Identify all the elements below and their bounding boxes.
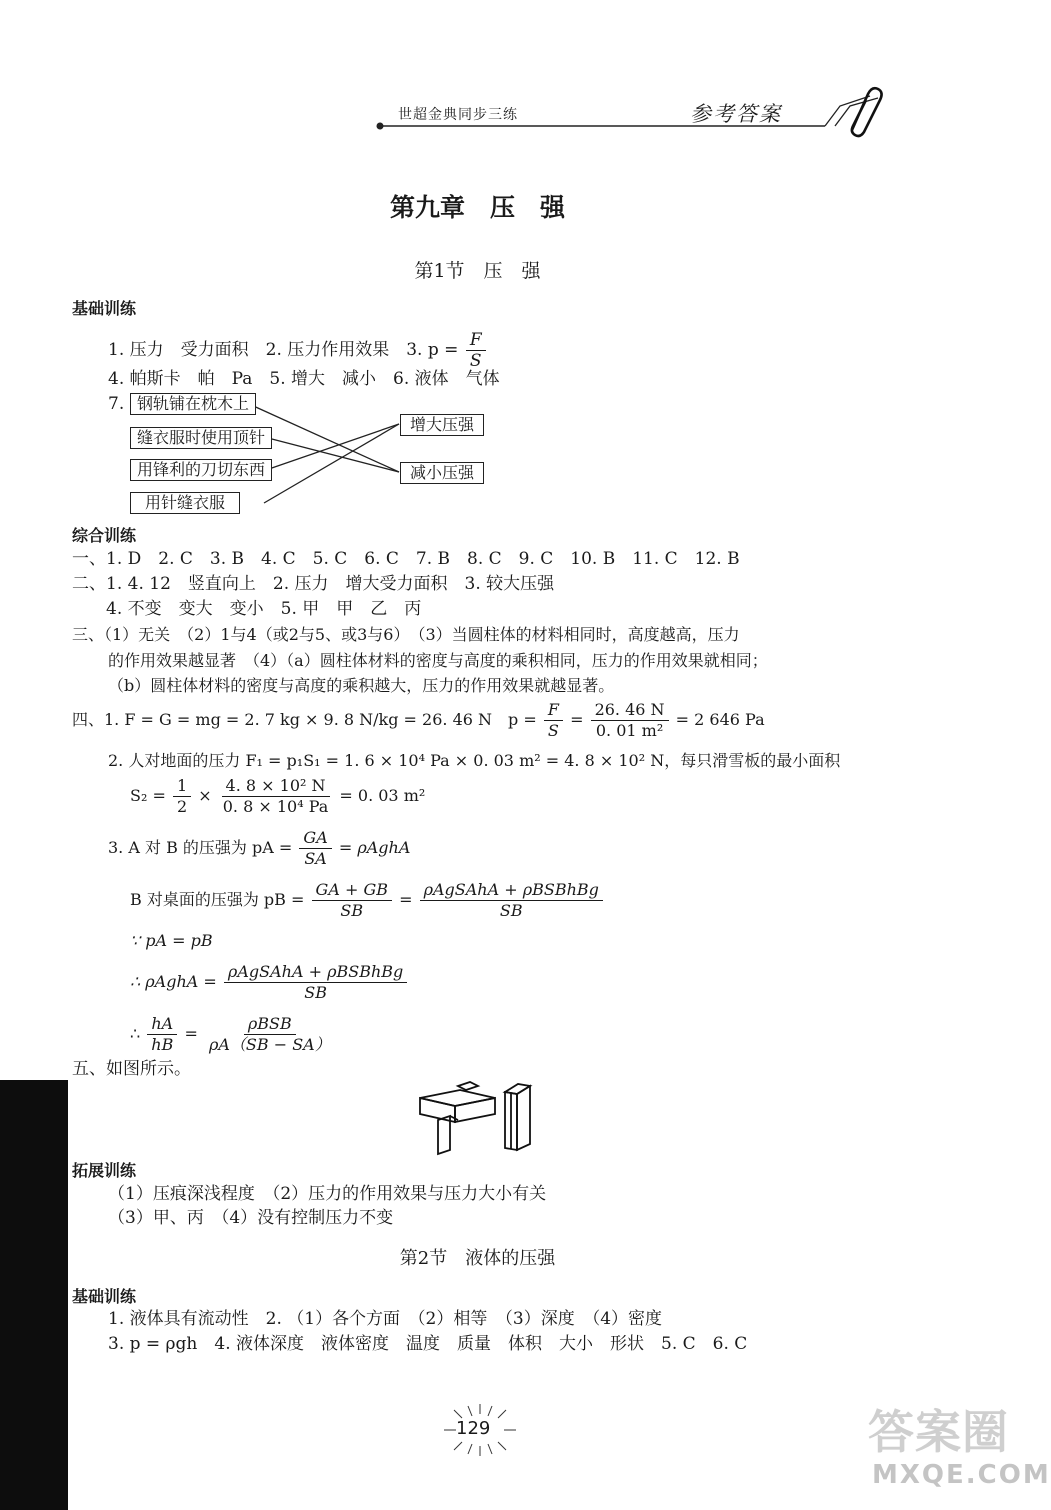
- q4-3-line-4: [130, 962, 409, 1003]
- section2-basic-line-1: 1. 液体具有流动性 2. （1）各个方面 （2）相等 （3）深度 （4）密度: [108, 1309, 663, 1329]
- extension-training-heading: 拓展训练: [72, 1161, 137, 1180]
- basic-line1-text: 1. 压力 受力面积 2. 压力作用效果 3. p =: [108, 340, 459, 360]
- answer-key-badge: 参考答案: [690, 102, 782, 126]
- q4-3-frac2-num: GA + GB: [312, 880, 392, 901]
- q4-1-equals: =: [570, 710, 584, 729]
- comprehensive-training-heading: 综合训练: [72, 526, 137, 545]
- watermark-url: MXQE.COM: [872, 1460, 1051, 1490]
- q4-1-text: 四、1. F = G = mg = 2. 7 kg × 9. 8 N/kg = 26. 46 N p =: [72, 710, 537, 729]
- match-left-item-3: 用锋利的刀切东西: [130, 459, 272, 481]
- section-2-title: 第2节 液体的压强: [399, 1248, 556, 1269]
- section-title: 第1节 压 强: [414, 260, 541, 282]
- q4-3-line-2: [130, 880, 605, 921]
- q4-3-line-3: ∵ pA = pB: [130, 931, 213, 950]
- basic-training-heading: 基础训练: [72, 299, 137, 318]
- fraction-numerator: F: [466, 330, 486, 351]
- q4-3-frac3-den: SB: [499, 901, 523, 920]
- match-line-2: [268, 438, 399, 472]
- q5-text: 五、如图所示。: [72, 1059, 191, 1079]
- series-title: 世超金典同步三练: [398, 107, 518, 123]
- matching-lines: [0, 0, 1000, 530]
- comprehensive-line-6: （b）圆柱体材料的密度与高度的乘积越大，压力的作用效果就越显著。: [108, 676, 615, 695]
- comprehensive-line-1: 一、1. D 2. C 3. B 4. C 5. C 6. C 7. B 8. C 9. C 10. B 11. C 12. B: [72, 549, 740, 569]
- q4-3-frac4-den: SB: [304, 983, 327, 1002]
- q4-3-therefore-2: ∴: [130, 1024, 141, 1043]
- q4-3-frac5-den: hB: [151, 1035, 174, 1054]
- extension-line-1: （1）压痕深浅程度 （2）压力的作用效果与压力大小有关: [108, 1184, 547, 1204]
- q4-3-frac1-num: GA: [299, 828, 331, 849]
- q4-2-s2-label: S₂ =: [130, 786, 166, 805]
- q4-2-frac1-den: 2: [176, 797, 188, 816]
- q4-2-solution-line-2: [130, 776, 425, 817]
- section2-basic-line-2: 3. p = ρgh 4. 液体深度 液体密度 温度 质量 体积 大小 形状 5. C 6. C: [108, 1334, 748, 1354]
- match-right-item-1: 增大压强: [400, 414, 484, 436]
- q4-3-frac6-den: ρA（SB − SA）: [208, 1035, 331, 1054]
- q4-3-frac1-den: SA: [304, 849, 327, 868]
- q4-2-frac2-den: 0. 8 × 10⁴ Pa: [222, 797, 329, 816]
- fraction-denominator: S: [469, 351, 482, 371]
- q4-1-frac1-den: S: [547, 721, 559, 740]
- match-left-item-1: 钢轨铺在枕木上: [130, 393, 256, 415]
- q4-2-result: = 0. 03 m²: [339, 786, 426, 805]
- blocks-figure: [410, 1076, 560, 1156]
- q4-3-frac6-num: ρBSB: [244, 1014, 296, 1035]
- q4-3-frac4-num: ρAgSAhA + ρBSBhBg: [224, 962, 407, 983]
- q4-3-pa-result: = ρAghA: [338, 838, 411, 857]
- match-left-item-4: 用针缝衣服: [130, 492, 240, 514]
- match-left-item-2: 缝衣服时使用顶针: [130, 427, 272, 449]
- q7-label: 7.: [108, 394, 125, 414]
- q4-3-therefore-1: ∴ ρAghA =: [130, 972, 217, 991]
- q4-3-frac2-den: SB: [340, 901, 364, 920]
- q4-3-frac3-num: ρAgSAhA + ρBSBhBg: [420, 880, 603, 901]
- q4-2-frac1-num: 1: [173, 776, 191, 797]
- chapter-title: 第九章 压 强: [389, 193, 565, 222]
- q4-2-solution-line-1: 2. 人对地面的压力 F₁ = p₁S₁ = 1. 6 × 10⁴ Pa × 0. 03 m² = 4. 8 × 10² N，每只滑雪板的最小面积: [108, 751, 841, 770]
- comprehensive-line-5: 的作用效果越显著 （4）（a）圆柱体材料的密度与高度的乘积相同，压力的作用效果就相同；: [108, 651, 768, 670]
- q4-3-equals-2: =: [184, 1024, 198, 1043]
- q4-3-pa-label: 3. A 对 B 的压强为 pA =: [108, 838, 293, 857]
- q4-3-line-5: [130, 1014, 337, 1055]
- match-right-item-2: 减小压强: [400, 462, 484, 484]
- q4-3-equals: =: [399, 890, 413, 909]
- scan-edge-shadow: [0, 1080, 68, 1510]
- watermark-logo: 答案圈: [868, 1405, 1009, 1459]
- q4-3-frac5-num: hA: [147, 1014, 177, 1035]
- page-number: 129: [456, 1418, 491, 1439]
- basic-training-heading-2: 基础训练: [72, 1287, 137, 1306]
- q4-1-result: = 2 646 Pa: [675, 710, 765, 729]
- q4-3-line-1: [108, 828, 410, 869]
- basic-answer-line-2: 4. 帕斯卡 帕 Pa 5. 增大 减小 6. 液体 气体: [108, 369, 500, 389]
- q4-1-solution: [72, 700, 765, 741]
- extension-line-2: （3）甲、丙 （4）没有控制压力不变: [108, 1208, 394, 1228]
- comprehensive-line-3: 4. 不变 变大 变小 5. 甲 甲 乙 丙: [72, 599, 422, 619]
- q4-2-times: ×: [198, 786, 212, 805]
- q4-2-frac2-num: 4. 8 × 10² N: [222, 776, 330, 797]
- q4-3-pb-label: B 对桌面的压强为 pB =: [130, 890, 305, 909]
- q4-1-frac1-num: F: [544, 700, 563, 721]
- comprehensive-line-4: 三、（1）无关 （2）1与4（或2与5、或3与6） （3）当圆柱体的材料相同时，高度越高，压力: [72, 625, 740, 644]
- comprehensive-line-2: 二、1. 4. 12 竖直向上 2. 压力 增大受力面积 3. 较大压强: [72, 574, 555, 594]
- q4-1-frac2-num: 26. 46 N: [591, 700, 669, 721]
- q4-1-frac2-den: 0. 01 m²: [595, 721, 664, 740]
